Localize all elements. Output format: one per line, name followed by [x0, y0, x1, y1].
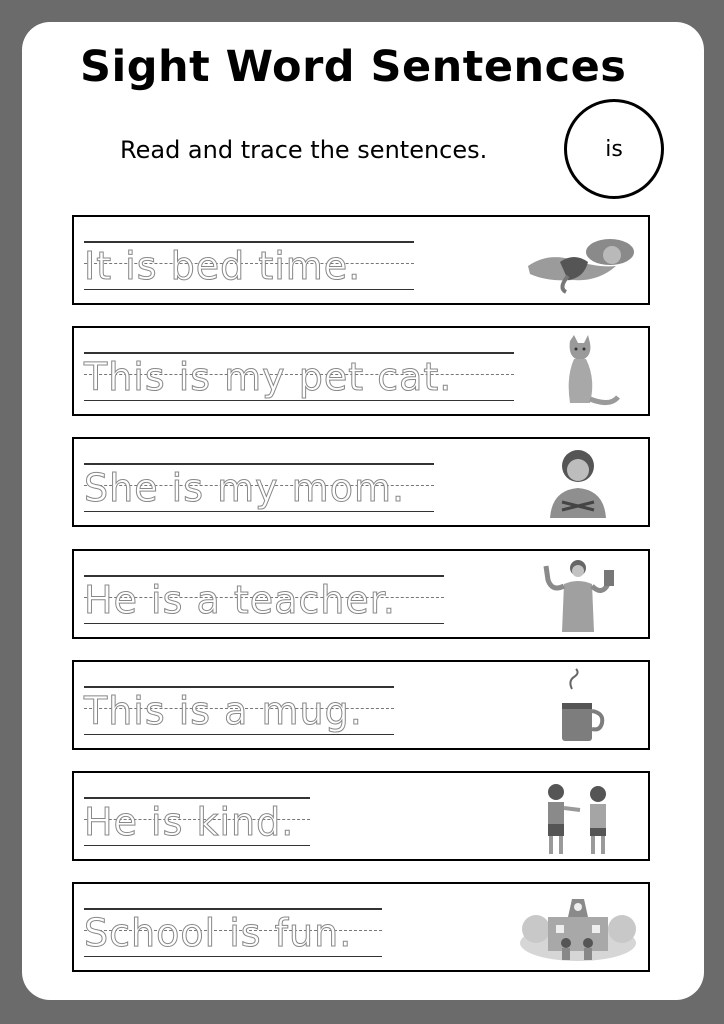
tracing-sentence[interactable]: He is kind. — [84, 800, 295, 844]
handwriting-guide — [84, 348, 514, 404]
mom-icon — [518, 444, 638, 522]
school-icon — [518, 889, 638, 967]
sight-word-badge: is — [564, 99, 664, 199]
sentence-row-3 — [72, 437, 650, 527]
teacher-icon — [518, 556, 638, 634]
sentence-row-4 — [72, 549, 650, 639]
tracing-sentence[interactable]: It is bed time. — [84, 244, 362, 288]
handwriting-guide — [84, 793, 310, 849]
page-title: Sight Word Sentences — [80, 42, 627, 92]
handwriting-guide — [84, 682, 394, 738]
tracing-sentence[interactable]: School is fun. — [84, 911, 353, 955]
sentence-row-5 — [72, 660, 650, 750]
worksheet — [22, 22, 704, 1000]
sleeping-person-icon — [518, 222, 638, 300]
handwriting-guide — [84, 459, 434, 515]
sentence-row-2 — [72, 326, 650, 416]
tracing-sentence[interactable]: This is my pet cat. — [84, 355, 453, 399]
handwriting-guide — [84, 904, 382, 960]
mug-icon — [518, 667, 638, 745]
tracing-sentence[interactable]: This is a mug. — [84, 689, 363, 733]
tracing-sentence[interactable]: He is a teacher. — [84, 578, 396, 622]
cat-icon — [518, 333, 638, 411]
instruction-text: Read and trace the sentences. — [120, 136, 488, 164]
handwriting-guide — [84, 237, 414, 293]
kids-sharing-icon — [518, 778, 638, 856]
sentence-row-6 — [72, 771, 650, 861]
sentence-row-1 — [72, 215, 650, 305]
sentence-row-7 — [72, 882, 650, 972]
tracing-sentence[interactable]: She is my mom. — [84, 466, 406, 510]
handwriting-guide — [84, 571, 444, 627]
